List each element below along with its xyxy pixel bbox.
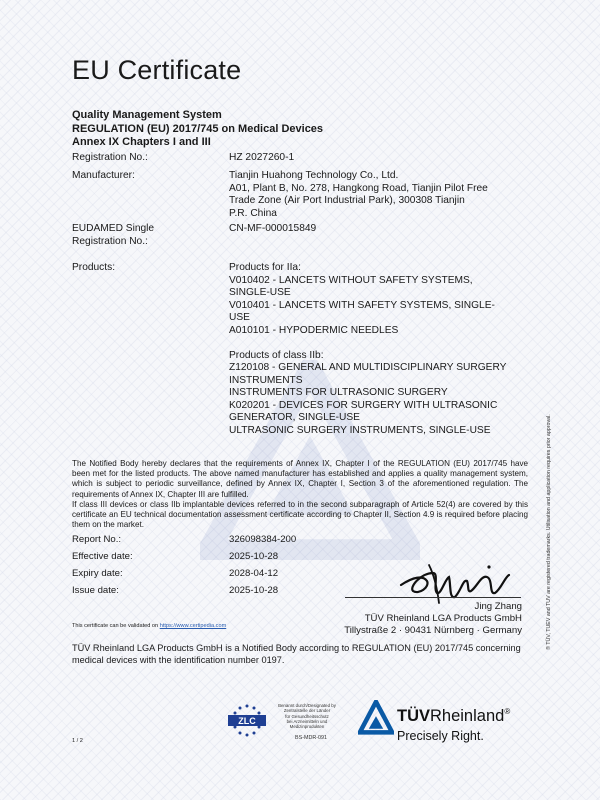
effective-date-value: 2025-10-28 (229, 551, 279, 562)
signer-name: Jing Zhang (474, 601, 522, 612)
zlc-line: Benannt durch/Designated by (278, 703, 336, 708)
heading-line: Quality Management System (72, 109, 222, 121)
eudamed-value: CN-MF-000015849 (229, 223, 317, 234)
manufacturer-label: Manufacturer: (72, 170, 135, 181)
product-line: V010402 - LANCETS WITHOUT SAFETY SYSTEMS, (229, 274, 473, 286)
declaration-text (72, 459, 528, 530)
signer-company: TÜV Rheinland LGA Products GmbH (364, 613, 522, 624)
product-line: K020201 - DEVICES FOR SURGERY WITH ULTRASONIC (229, 399, 498, 411)
manufacturer-line: Trade Zone (Air Port Industrial Park), 300308 Tianjin (229, 195, 465, 206)
manufacturer-line: P.R. China (229, 207, 277, 219)
eudamed-label-line: Registration No.: (72, 235, 148, 247)
validation-note (72, 623, 226, 629)
eudamed-label (72, 223, 222, 248)
zlc-line: für Gesundheitsschutz (285, 713, 329, 719)
signer-address: Tillystraße 2 · 90431 Nürnberg · Germany (344, 625, 522, 636)
signer-block (344, 601, 522, 637)
product-line: Products for IIa: (229, 262, 301, 273)
manufacturer-line: A01, Plant B, No. 278, Hangkong Road, Tianjin Pilot Free (229, 182, 488, 194)
tuv-brand-name (397, 707, 510, 726)
product-line: A010101 - HYPODERMIC NEEDLES (229, 324, 399, 336)
signature-line (345, 597, 521, 598)
expiry-date-label: Expiry date: (72, 568, 123, 579)
report-no-value: 326098384-200 (229, 534, 297, 545)
manufacturer-value (229, 170, 519, 220)
product-line: GENERATOR, SINGLE-USE (229, 412, 360, 423)
notified-body-text: TÜV Rheinland LGA Products GmbH is a Notified Body according to REGULATION (EU) 2017/745 concerning medical devices with the identification number 0197. (72, 643, 521, 665)
zlc-line: Medizinprodukten (289, 724, 325, 730)
report-no-label: Report No.: (72, 534, 122, 545)
tuv-triangle-logo-icon (358, 700, 394, 736)
effective-date-label: Effective date: (72, 551, 133, 562)
validation-text: This certificate can be validated on (72, 623, 159, 629)
issue-date-label: Issue date: (72, 585, 119, 596)
product-line: USE (229, 312, 250, 323)
zlc-designation (276, 703, 338, 729)
registration-value: HZ 2027260-1 (229, 152, 295, 163)
product-line: V010401 - LANCETS WITH SAFETY SYSTEMS, SINGLE- (229, 299, 495, 311)
signature-image (393, 555, 513, 607)
registration-label: Registration No.: (72, 152, 148, 163)
brand-bold: TÜV (397, 707, 430, 725)
heading-line: Annex IX Chapters I and III (72, 136, 211, 148)
brand-rest: Rheinland (430, 707, 505, 725)
product-line: INSTRUMENTS (229, 374, 303, 386)
page-number: 1 / 2 (72, 738, 83, 744)
bs-code: BS-MDR-091 (295, 735, 328, 741)
issue-date-value: 2025-10-28 (229, 585, 279, 596)
spacer (229, 337, 519, 350)
zlc-logo-icon (222, 702, 272, 740)
product-line: INSTRUMENTS FOR ULTRASONIC SURGERY (229, 387, 448, 398)
product-line: Products of class IIb: (229, 349, 324, 361)
zlc-line: Zentralstelle der Länder (283, 708, 331, 714)
eudamed-label-line: EUDAMED Single (72, 223, 155, 234)
expiry-date-value: 2028-04-12 (229, 568, 279, 579)
zlc-logo-text: ZLC (238, 716, 256, 726)
products-label: Products: (72, 262, 116, 273)
product-line: Z120108 - GENERAL AND MULTIDISCIPLINARY SURGERY (229, 362, 507, 373)
registered-mark: ® (504, 707, 511, 716)
manufacturer-line: Tianjin Huahong Technology Co., Ltd. (229, 170, 399, 181)
declaration-paragraph: The Notified Body hereby declares that the requirements of Annex IX, Chapter I of the REGULATION (EU) 2017/745 have been met for the listed products. The above named manufacturer has established and applies a quality management system, which is subject to periodic surveillance, defined by Annex IX, Chapter I, Section 3 of the aforementioned regulation. The requirements of Annex IX, Chapter III are fulfilled. (72, 459, 528, 499)
validation-link[interactable]: https://www.certipedia.com (159, 623, 227, 629)
brand-slogan: Precisely Right. (397, 729, 484, 743)
regulation-heading (72, 109, 323, 150)
heading-line: REGULATION (EU) 2017/745 on Medical Devices (72, 122, 324, 135)
product-line: ULTRASONIC SURGERY INSTRUMENTS, SINGLE-USE (229, 424, 491, 436)
zlc-line: bei Arzneimitteln und (286, 718, 328, 724)
document-title: EU Certificate (72, 55, 242, 85)
trademark-side-note: ® TÜV, TUEV and TUV are registered trademarks. Utilisation and application requires prior approval. (546, 414, 552, 650)
product-line: SINGLE-USE (229, 287, 291, 298)
products-list (229, 262, 519, 437)
declaration-paragraph: If class III devices or class IIb implantable devices referred to in the second subparagraph of Article 52(4) are covered by this certificate an EU technical documentation assessment certificate according to Chapter II, Section 4.9 is required before placing them on the market. (72, 499, 528, 530)
